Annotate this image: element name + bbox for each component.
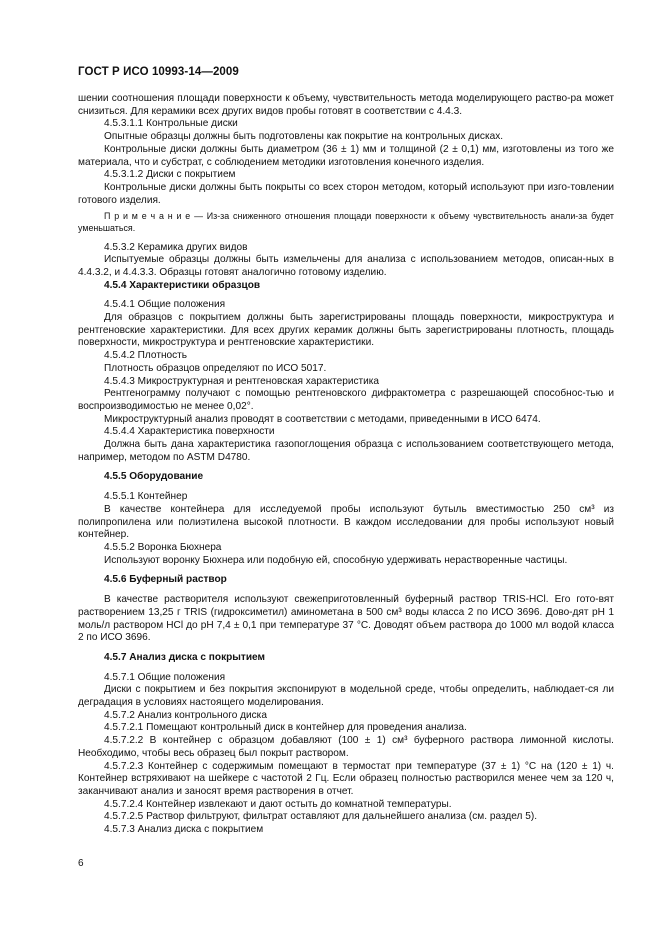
body-paragraph: Опытные образцы должны быть подготовлены как покрытие на контрольных дисках.	[104, 131, 504, 143]
body-paragraph: Используют воронку Бюхнера или подобную ей, способную удерживать нерастворенные частицы.	[104, 554, 568, 566]
body-paragraph: 4.5.7.2.3 Контейнер с содержимым помещают в термостат при температуре (37 ± 1) °С на (120 ± 1) ч. Контейнер встряхивают на шейкере с частотой 2 Гц. Если образец полностью растворился менее чем за 120 ч, заканчивают анализ и заносят время растворения в отчет.	[78, 760, 614, 797]
section-heading: 4.5.7.2 Анализ контрольного диска	[104, 709, 267, 721]
section-heading: 4.5.7.2.4 Контейнер извлекают и дают остыть до комнатной температуры.	[104, 798, 452, 810]
body-paragraph: Контрольные диски должны быть диаметром (36 ± 1) мм и толщиной (2 ± 0,1) мм, изготовлены из того же материала, что и субстрат, с соблюдением методики изготовления конечного изделия.	[78, 143, 614, 168]
body-paragraph: В качестве контейнера для исследуемой пробы используют бутыль вместимостью 250 см³ из полипропилена или полиэтилена высокой плотности. В каждом исследовании для пробы используют новый контейнер.	[78, 503, 614, 541]
section-heading: 4.5.6 Буферный раствор	[104, 574, 227, 586]
note-paragraph: П р и м е ч а н и е — Из-за сниженного отношения площади поверхности к объему чувствительность анали-за будет уменьшаться.	[78, 211, 614, 233]
body-paragraph: Рентгенограмму получают с помощью рентгеновского дифрактометра с разрешающей способнос-тью и воспроизводимостью не менее 0,02°.	[78, 388, 614, 412]
section-heading: 4.5.5.2 Воронка Бюхнера	[104, 541, 222, 553]
section-heading: 4.5.4.4 Характеристика поверхности	[104, 426, 275, 438]
section-heading: 4.5.7.3 Анализ диска с покрытием	[104, 824, 264, 836]
body-paragraph: Диски с покрытием и без покрытия экспонируют в модельной среде, чтобы определить, наблюдает-ся ли деградация в условиях настоящего моделирования.	[78, 684, 614, 709]
body-paragraph: Испытуемые образцы должны быть измельчены для анализа с использованием методов, описан-ных в 4.4.3.2, и 4.4.3.3. Образцы готовят аналогично готовому изделию.	[78, 254, 614, 278]
section-heading: 4.5.4.1 Общие положения	[104, 299, 226, 311]
body-paragraph: Плотность образцов определяют по ИСО 5017.	[104, 362, 327, 374]
section-heading: 4.5.7 Анализ диска с покрытием	[104, 651, 266, 663]
body-paragraph: Контрольные диски должны быть покрыты со всех сторон методом, который используют при изго-товлении готового изделия.	[78, 181, 614, 206]
body-paragraph: 4.5.7.2.2 В контейнер с образцом добавляют (100 ± 1) см³ буферного раствора лимонной кислоты. Необходимо, чтобы весь образец был покрыт раствором.	[78, 735, 614, 759]
section-heading: 4.5.7.2.1 Помещают контрольный диск в контейнер для проведения анализа.	[104, 722, 467, 734]
section-heading: 4.5.4 Характеристики образцов	[104, 279, 261, 291]
body-paragraph: Для образцов с покрытием должны быть зарегистрированы площадь поверхности, микроструктура и рентгеновские характеристики. Для всех других керамик должны быть зарегистрированы плотность, площадь поверхности, микроструктура и рентгеновские характеристики.	[78, 312, 614, 349]
section-heading: 4.5.3.2 Керамика других видов	[104, 241, 248, 253]
section-heading: 4.5.3.1.2 Диски с покрытием	[104, 169, 236, 181]
section-heading: 4.5.5 Оборудование	[104, 471, 204, 483]
section-heading: 4.5.3.1.1 Контрольные диски	[104, 118, 238, 130]
document-body	[78, 93, 614, 837]
section-heading: 4.5.7.1 Общие положения	[104, 671, 226, 683]
body-paragraph: В качестве растворителя используют свежеприготовленный буферный раствор TRIS-HCl. Его гото-вят растворением 13,25 г TRIS (гидроксиметил) аминометана в 500 см³ воды класса 2 по ИСО 3696. Дово-дят рН 1 моль/л раствором HCl до рН 7,4 ± 0,1 при температуре 37 °С. Доводят объем раствора до 1000 мл водой класса 2 по ИСО 3696.	[78, 594, 614, 644]
section-heading: 4.5.4.2 Плотность	[104, 350, 188, 362]
section-heading: 4.5.5.1 Контейнер	[104, 491, 188, 503]
section-heading: 4.5.4.3 Микроструктурная и рентгеновская характеристика	[104, 375, 380, 387]
document-header: ГОСТ Р ИСО 10993-14—2009	[78, 66, 239, 78]
section-heading: 4.5.7.2.5 Раствор фильтруют, фильтрат оставляют для дальнейшего анализа (см. раздел 5).	[104, 811, 537, 823]
body-paragraph: Микроструктурный анализ проводят в соответствии с методами, приведенными в ИСО 6474.	[104, 413, 541, 425]
body-paragraph: шении соотношения площади поверхности к объему, чувствительность метода моделирующего раство-ра может снизиться. Для керамики всех других видов пробы готовят в соответствии с 4.4.3.	[78, 93, 614, 117]
body-paragraph: Должна быть дана характеристика газопоглощения образца с использованием соответствующего метода, например, методом по ASTM D4780.	[78, 439, 614, 463]
page-number: 6	[78, 858, 84, 869]
